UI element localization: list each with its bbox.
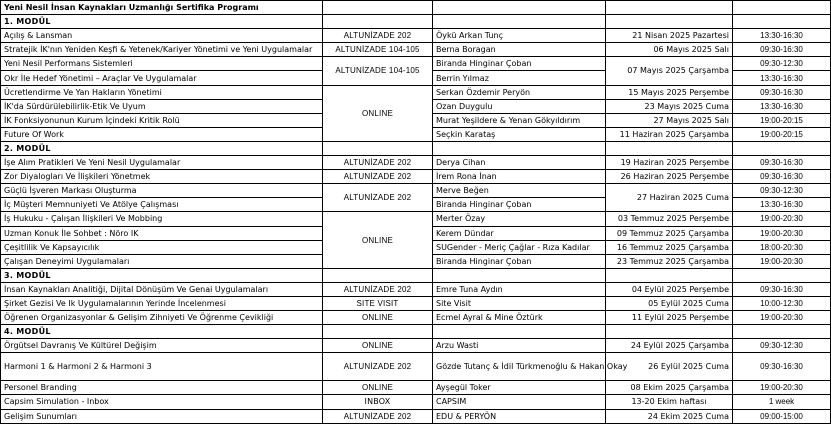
session-row xyxy=(1,409,831,423)
session-row xyxy=(1,311,831,325)
time-cell[interactable]: 19:00-20:30 xyxy=(733,226,831,240)
speaker-cell[interactable]: Ayşegül Toker xyxy=(433,381,606,395)
date-cell[interactable]: 11 Haziran 2025 Çarşamba xyxy=(606,127,733,141)
speaker-cell[interactable]: Arzu Wasti xyxy=(433,339,606,353)
time-cell[interactable]: 09:00-15:00 xyxy=(733,409,831,423)
date-cell[interactable]: 13-20 Ekim haftası xyxy=(606,395,733,409)
time-cell[interactable]: 09:30-12:30 xyxy=(733,57,831,71)
empty-cell[interactable] xyxy=(323,141,433,155)
topic-cell[interactable]: Harmoni 1 & Harmoni 2 & Harmoni 3 xyxy=(1,353,323,381)
location-cell[interactable]: ALTUNİZADE 202 xyxy=(323,29,433,43)
session-row xyxy=(1,381,831,395)
time-cell[interactable]: 18:00-20:30 xyxy=(733,240,831,254)
location-cell[interactable]: ALTUNİZADE 202 xyxy=(323,184,433,212)
module-heading[interactable]: 3. MODÜL xyxy=(1,268,323,282)
date-cell[interactable]: 04 Eylül 2025 Perşembe xyxy=(606,282,733,296)
speaker-cell[interactable]: Kerem Dündar xyxy=(433,226,606,240)
session-row xyxy=(1,57,831,71)
speaker-cell[interactable]: Serkan Özdemir Peryön xyxy=(433,85,606,99)
location-cell[interactable]: ALTUNİZADE 202 xyxy=(323,282,433,296)
topic-cell[interactable]: Çalışan Deneyimi Uygulamaları xyxy=(1,254,323,268)
date-cell[interactable]: 05 Eylül 2025 Cuma xyxy=(606,296,733,310)
date-cell[interactable]: 26 Eylül 2025 Cuma xyxy=(606,353,733,381)
empty-cell[interactable] xyxy=(606,325,733,339)
session-row xyxy=(1,170,831,184)
time-cell[interactable]: 09:30-16:30 xyxy=(733,170,831,184)
empty-cell[interactable] xyxy=(733,268,831,282)
speaker-cell[interactable]: EDU & PERYÖN xyxy=(433,409,606,423)
speaker-cell[interactable]: Derya Cihan xyxy=(433,156,606,170)
time-cell[interactable]: 19:00-20:30 xyxy=(733,212,831,226)
date-cell[interactable]: 06 Mayıs 2025 Salı xyxy=(606,43,733,57)
empty-cell[interactable] xyxy=(733,15,831,29)
module-heading-row xyxy=(1,325,831,339)
topic-cell[interactable]: Zor Diyalogları Ve İlişkileri Yönetmek xyxy=(1,170,323,184)
empty-cell[interactable] xyxy=(323,325,433,339)
date-cell[interactable]: 09 Temmuz 2025 Çarşamba xyxy=(606,226,733,240)
module-heading[interactable]: 1. MODÜL xyxy=(1,15,323,29)
session-row xyxy=(1,29,831,43)
location-cell[interactable]: ALTUNİZADE 104-105 xyxy=(323,57,433,85)
time-cell[interactable]: 19:00-20:30 xyxy=(733,254,831,268)
speaker-cell[interactable]: Berna Boragan xyxy=(433,43,606,57)
topic-cell[interactable]: Örgütsel Davranış Ve Kültürel Değişim xyxy=(1,339,323,353)
speaker-cell[interactable]: CAPSIM xyxy=(433,395,606,409)
date-cell[interactable]: 03 Temmuz 2025 Perşembe xyxy=(606,212,733,226)
speaker-cell[interactable]: SUGender - Meriç Çağlar - Rıza Kadılar xyxy=(433,240,606,254)
time-cell[interactable]: 09:30-16:30 xyxy=(733,282,831,296)
module-heading-row xyxy=(1,268,831,282)
topic-cell[interactable]: Şirket Gezisi Ve Ik Uygulamalarının Yerinde İncelenmesi xyxy=(1,296,323,310)
topic-cell[interactable]: Ücretlendirme Ve Yan Hakların Yönetimi xyxy=(1,85,323,99)
speaker-cell[interactable]: Öykü Arkan Tunç xyxy=(433,29,606,43)
topic-cell[interactable]: Capsim Simulation - Inbox xyxy=(1,395,323,409)
time-cell[interactable]: 09:30-12:30 xyxy=(733,339,831,353)
date-cell[interactable]: 21 Nisan 2025 Pazartesi xyxy=(606,29,733,43)
session-row xyxy=(1,353,831,381)
time-cell[interactable]: 13:30-16:30 xyxy=(733,71,831,85)
location-cell[interactable]: ONLINE xyxy=(323,311,433,325)
date-cell[interactable]: 07 Mayıs 2025 Çarşamba xyxy=(606,57,733,85)
topic-cell[interactable]: Gelişim Sunumları xyxy=(1,409,323,423)
time-cell[interactable]: 09:30-16:30 xyxy=(733,353,831,381)
module-heading[interactable]: 4. MODÜL xyxy=(1,325,323,339)
session-row xyxy=(1,212,831,226)
speaker-cell[interactable]: Biranda Hinginar Çoban xyxy=(433,254,606,268)
time-cell[interactable]: 1 week xyxy=(733,395,831,409)
empty-cell[interactable] xyxy=(606,268,733,282)
speaker-cell[interactable]: Seçkin Karataş xyxy=(433,127,606,141)
date-cell[interactable]: 26 Haziran 2025 Perşembe xyxy=(606,170,733,184)
topic-cell[interactable]: Yeni Nesil Performans Sistemleri xyxy=(1,57,323,71)
title-row xyxy=(1,1,831,15)
location-cell[interactable]: ONLINE xyxy=(323,212,433,268)
time-cell[interactable]: 09:30-16:30 xyxy=(733,156,831,170)
date-cell[interactable]: 19 Haziran 2025 Perşembe xyxy=(606,156,733,170)
topic-cell[interactable]: Uzman Konuk İle Sohbet : Nöro IK xyxy=(1,226,323,240)
location-cell[interactable]: ONLINE xyxy=(323,85,433,141)
speaker-cell[interactable]: Ozan Duygulu xyxy=(433,99,606,113)
date-cell[interactable]: 08 Ekim 2025 Çarşamba xyxy=(606,381,733,395)
date-cell[interactable]: 24 Eylül 2025 Çarşamba xyxy=(606,339,733,353)
empty-cell[interactable] xyxy=(323,15,433,29)
session-row xyxy=(1,395,831,409)
time-cell[interactable]: 13:30-16:30 xyxy=(733,198,831,212)
program-title[interactable]: Yeni Nesil İnsan Kaynakları Uzmanlığı Sertifika Programı xyxy=(1,1,323,15)
speaker-cell[interactable]: Berrin Yılmaz xyxy=(433,71,606,85)
empty-cell[interactable] xyxy=(606,1,733,15)
topic-cell[interactable]: İK Fonksiyonunun Kurum İçindeki Kritik Rolü xyxy=(1,113,323,127)
location-cell[interactable]: ALTUNİZADE 202 xyxy=(323,156,433,170)
empty-cell[interactable] xyxy=(433,325,606,339)
date-cell[interactable]: 11 Eylül 2025 Perşembe xyxy=(606,311,733,325)
module-heading-row xyxy=(1,141,831,155)
time-cell[interactable]: 09:30-16:30 xyxy=(733,43,831,57)
topic-cell[interactable]: İş Hukuku - Çalışan İlişkileri Ve Mobbing xyxy=(1,212,323,226)
time-cell[interactable]: 19:00-20:30 xyxy=(733,311,831,325)
empty-cell[interactable] xyxy=(433,141,606,155)
empty-cell[interactable] xyxy=(733,1,831,15)
session-row xyxy=(1,85,831,99)
time-cell[interactable]: 19:00-20:15 xyxy=(733,113,831,127)
session-row xyxy=(1,282,831,296)
session-row xyxy=(1,156,831,170)
speaker-cell[interactable]: Site Visit xyxy=(433,296,606,310)
topic-cell[interactable]: İnsan Kaynakları Analitiği, Dijital Dönüşüm Ve Genai Uygulamaları xyxy=(1,282,323,296)
topic-cell[interactable]: Stratejik İK'nın Yeniden Keşfi & Yetenek/Kariyer Yönetimi ve Yeni Uygulamalar xyxy=(1,43,323,57)
topic-cell[interactable]: Güçlü İşveren Markası Oluşturma xyxy=(1,184,323,198)
location-cell[interactable]: ALTUNİZADE 202 xyxy=(323,170,433,184)
empty-cell[interactable] xyxy=(433,1,606,15)
time-cell[interactable]: 09:30-16:30 xyxy=(733,85,831,99)
topic-cell[interactable]: Açılış & Lansman xyxy=(1,29,323,43)
topic-cell[interactable]: Personel Branding xyxy=(1,381,323,395)
location-cell[interactable]: ALTUNİZADE 104-105 xyxy=(323,43,433,57)
topic-cell[interactable]: İK'da Sürdürülebilirlik-Etik Ve Uyum xyxy=(1,99,323,113)
location-cell[interactable]: ALTUNİZADE 202 xyxy=(323,353,433,381)
topic-cell[interactable]: Future Of Work xyxy=(1,127,323,141)
speaker-cell[interactable]: Ecmel Ayral & Mine Öztürk xyxy=(433,311,606,325)
empty-cell[interactable] xyxy=(606,141,733,155)
empty-cell[interactable] xyxy=(733,141,831,155)
topic-cell[interactable]: Okr İle Hedef Yönetimi – Araçlar Ve Uygulamalar xyxy=(1,71,323,85)
time-cell[interactable]: 10:00-12:30 xyxy=(733,296,831,310)
time-cell[interactable]: 19:00-20:15 xyxy=(733,127,831,141)
speaker-cell[interactable]: Murat Yeşildere & Yenan Gökyıldırım xyxy=(433,113,606,127)
empty-cell[interactable] xyxy=(433,15,606,29)
date-cell[interactable]: 27 Haziran 2025 Cuma xyxy=(606,184,733,212)
date-cell[interactable]: 23 Temmuz 2025 Çarşamba xyxy=(606,254,733,268)
empty-cell[interactable] xyxy=(733,325,831,339)
date-cell[interactable]: 16 Temmuz 2025 Çarşamba xyxy=(606,240,733,254)
module-heading[interactable]: 2. MODÜL xyxy=(1,141,323,155)
location-cell[interactable]: SITE VISIT xyxy=(323,296,433,310)
speaker-cell[interactable]: Gözde Tutanç & İdil Türkmenoğlu & Hakan Okay xyxy=(433,353,606,381)
speaker-cell[interactable]: Merve Beğen xyxy=(433,184,606,198)
date-cell[interactable]: 15 Mayıs 2025 Perşembe xyxy=(606,85,733,99)
date-cell[interactable]: 24 Ekim 2025 Cuma xyxy=(606,409,733,423)
topic-cell[interactable]: Çeşitlilik Ve Kapsayıcılık xyxy=(1,240,323,254)
empty-cell[interactable] xyxy=(433,268,606,282)
speaker-cell[interactable]: Biranda Hinginar Çoban xyxy=(433,198,606,212)
speaker-cell[interactable]: Emre Tuna Aydın xyxy=(433,282,606,296)
date-cell[interactable]: 27 Mayıs 2025 Salı xyxy=(606,113,733,127)
session-row xyxy=(1,184,831,198)
time-cell[interactable]: 13:30-16:30 xyxy=(733,29,831,43)
speaker-cell[interactable]: Merter Özay xyxy=(433,212,606,226)
location-cell[interactable]: ONLINE xyxy=(323,381,433,395)
empty-cell[interactable] xyxy=(323,268,433,282)
location-cell[interactable]: INBOX xyxy=(323,395,433,409)
session-row xyxy=(1,339,831,353)
speaker-cell[interactable]: Biranda Hinginar Çoban xyxy=(433,57,606,71)
time-cell[interactable]: 19:00-20:30 xyxy=(733,381,831,395)
session-row xyxy=(1,43,831,57)
empty-cell[interactable] xyxy=(606,15,733,29)
empty-cell[interactable] xyxy=(323,1,433,15)
date-cell[interactable]: 23 Mayıs 2025 Cuma xyxy=(606,99,733,113)
session-row xyxy=(1,296,831,310)
topic-cell[interactable]: İç Müşteri Memnuniyeti Ve Atölye Çalışması xyxy=(1,198,323,212)
location-cell[interactable]: ONLINE xyxy=(323,339,433,353)
time-cell[interactable]: 09:30-12:30 xyxy=(733,184,831,198)
time-cell[interactable]: 13:30-16:30 xyxy=(733,99,831,113)
module-heading-row xyxy=(1,15,831,29)
topic-cell[interactable]: İşe Alım Pratikleri Ve Yeni Nesil Uygulamalar xyxy=(1,156,323,170)
topic-cell[interactable]: Öğrenen Organizasyonlar & Gelişim Zihniyeti Ve Öğrenme Çevikliği xyxy=(1,311,323,325)
location-cell[interactable]: ALTUNİZADE 202 xyxy=(323,409,433,423)
speaker-cell[interactable]: İrem Rona İnan xyxy=(433,170,606,184)
